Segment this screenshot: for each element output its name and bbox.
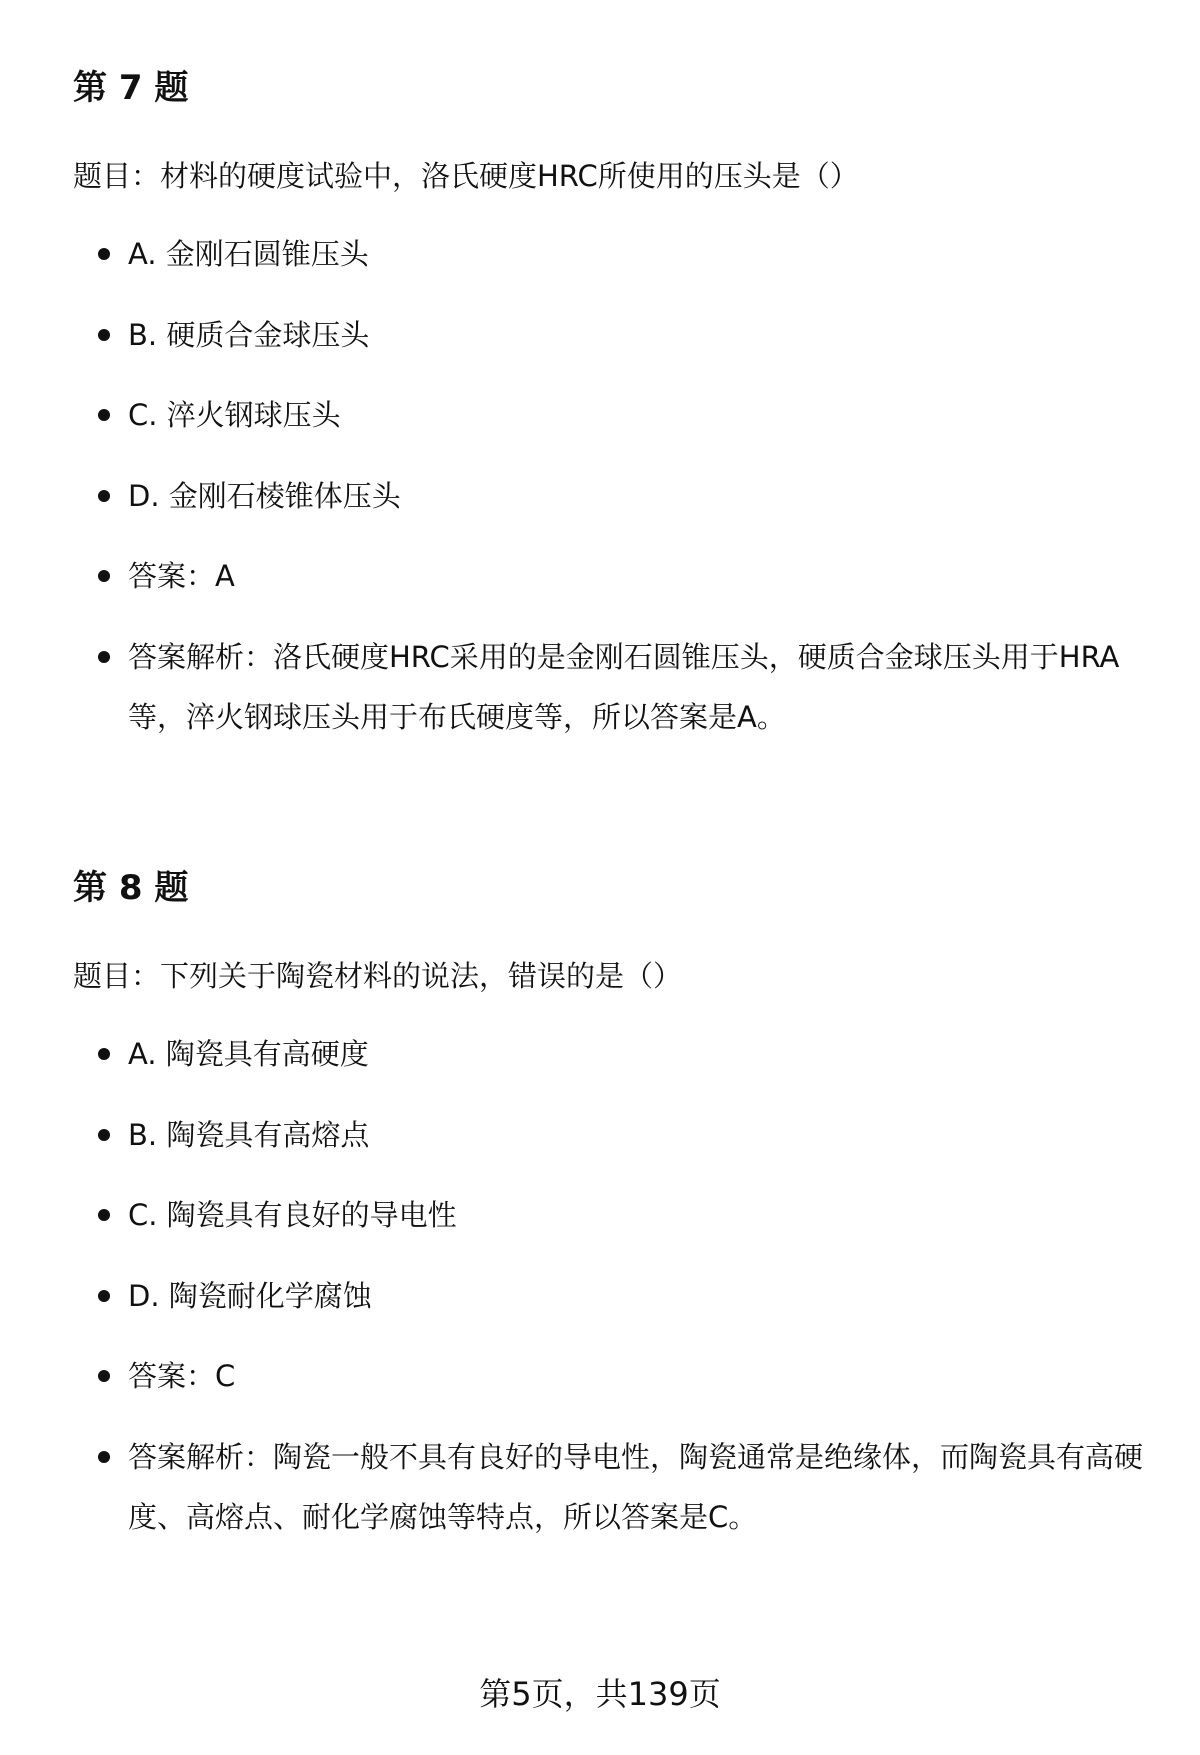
bullet-icon	[98, 490, 110, 502]
option-text: B. 陶瓷具有高熔点	[128, 1118, 370, 1152]
explanation-text: 答案解析：陶瓷一般不具有良好的导电性，陶瓷通常是绝缘体，而陶瓷具有高硬度、高熔点、耐化学腐蚀等特点，所以答案是C。	[128, 1440, 1144, 1534]
bullet-icon	[98, 1129, 110, 1141]
option-text: C. 陶瓷具有良好的导电性	[128, 1198, 457, 1232]
bullet-icon	[98, 570, 110, 582]
question-7-title: 第 7 题	[73, 68, 189, 108]
bullet-icon	[98, 409, 110, 421]
bullet-icon	[98, 651, 110, 663]
bullet-icon	[98, 1209, 110, 1221]
answer-text: 答案：C	[128, 1359, 236, 1393]
option-text: A. 金刚石圆锥压头	[128, 237, 369, 271]
bullet-icon	[98, 248, 110, 260]
option-text: B. 硬质合金球压头	[128, 318, 370, 352]
question-8-stem: 题目：下列关于陶瓷材料的说法，错误的是（）	[73, 959, 683, 993]
answer-text: 答案：A	[128, 559, 235, 593]
bullet-icon	[98, 1290, 110, 1302]
question-8-title: 第 8 题	[73, 868, 189, 908]
option-text: C. 淬火钢球压头	[128, 398, 341, 432]
bullet-icon	[98, 1048, 110, 1060]
page-number-footer: 第5页，共139页	[479, 1675, 721, 1713]
option-text: A. 陶瓷具有高硬度	[128, 1037, 369, 1071]
bullet-icon	[98, 329, 110, 341]
option-text: D. 金刚石棱锥体压头	[128, 479, 401, 513]
question-7-stem: 题目：材料的硬度试验中，洛氏硬度HRC所使用的压头是（）	[73, 159, 859, 193]
bullet-icon	[98, 1451, 110, 1463]
bullet-icon	[98, 1370, 110, 1382]
explanation-text: 答案解析：洛氏硬度HRC采用的是金刚石圆锥压头，硬质合金球压头用于HRA等，淬火钢球压头用于布氏硬度等，所以答案是A。	[128, 640, 1120, 734]
option-text: D. 陶瓷耐化学腐蚀	[128, 1279, 372, 1313]
